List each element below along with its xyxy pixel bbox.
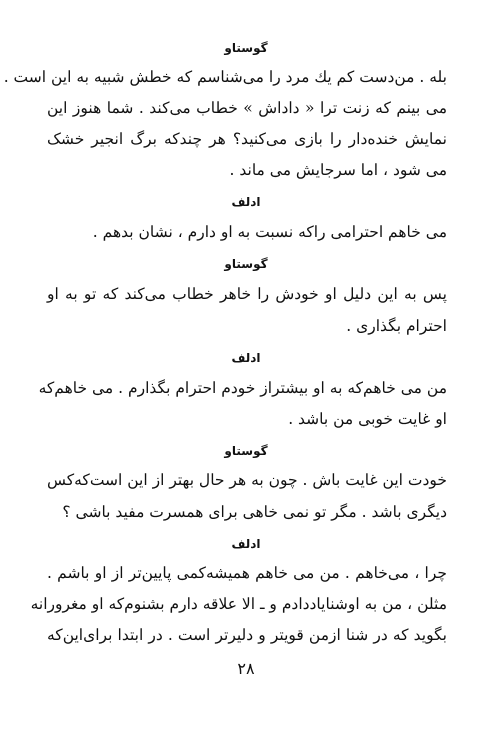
speaker-name: ادلف bbox=[231, 537, 261, 551]
text-line: می بینم که زنت ترا « داداش » خطاب می‌کند . شما هنوز این bbox=[47, 99, 448, 117]
text-line: خودت این غایت باش . چون به هر حال بهتر از این است‌که‌کس bbox=[46, 471, 447, 489]
speaker-name: گوستاو bbox=[224, 444, 268, 458]
text-line: چرا ، می‌خاهم . من می خاهم همیشه‌کمی پایین‌تر از او باشم . bbox=[47, 564, 447, 582]
speaker-name: گوستاو bbox=[224, 41, 268, 55]
speaker-name: ادلف bbox=[231, 195, 261, 209]
text-line: نمایش خنده‌دار را بازی می‌کنید؟ هر چندکه برگ انجیر خشک bbox=[47, 130, 447, 148]
text-line: من می خاهم‌که به او بیشتراز خودم احترام بگذارم . می خاهم‌که bbox=[38, 379, 447, 397]
text-line: دیگری باشد . مگر تو نمی خاهی برای همسرت مفید باشی ؟ bbox=[62, 503, 447, 521]
text-line: بله . من‌دست کم یك مرد را می‌شناسم که خطش شبیه به این است . bbox=[3, 68, 447, 86]
page-number: ۲۸ bbox=[237, 659, 255, 678]
speaker-name: ادلف bbox=[231, 351, 261, 365]
text-line: پس به این دلیل او خودش را خاهر خطاب می‌کند که تو به او bbox=[47, 285, 447, 303]
speaker-name: گوستاو bbox=[224, 257, 268, 271]
text-line: مثلن ، من به اوشنایاددادم و ـ الا علاقه دارم بشنوم‌که او مغرورانه bbox=[30, 595, 447, 613]
text-line: می شود ، اما سرجایش می ماند . bbox=[229, 161, 447, 179]
text-line: او غایت خوبی من باشد . bbox=[288, 410, 447, 428]
text-line: احترام بگذاری . bbox=[346, 317, 447, 335]
text-line: می خاهم احترامی راکه نسبت به او دارم ، نشان بدهم . bbox=[92, 223, 447, 241]
text-line: بگوید که در شنا ازمن قویتر و دلیرتر است . در ابتدا برای‌این‌که bbox=[47, 626, 447, 644]
